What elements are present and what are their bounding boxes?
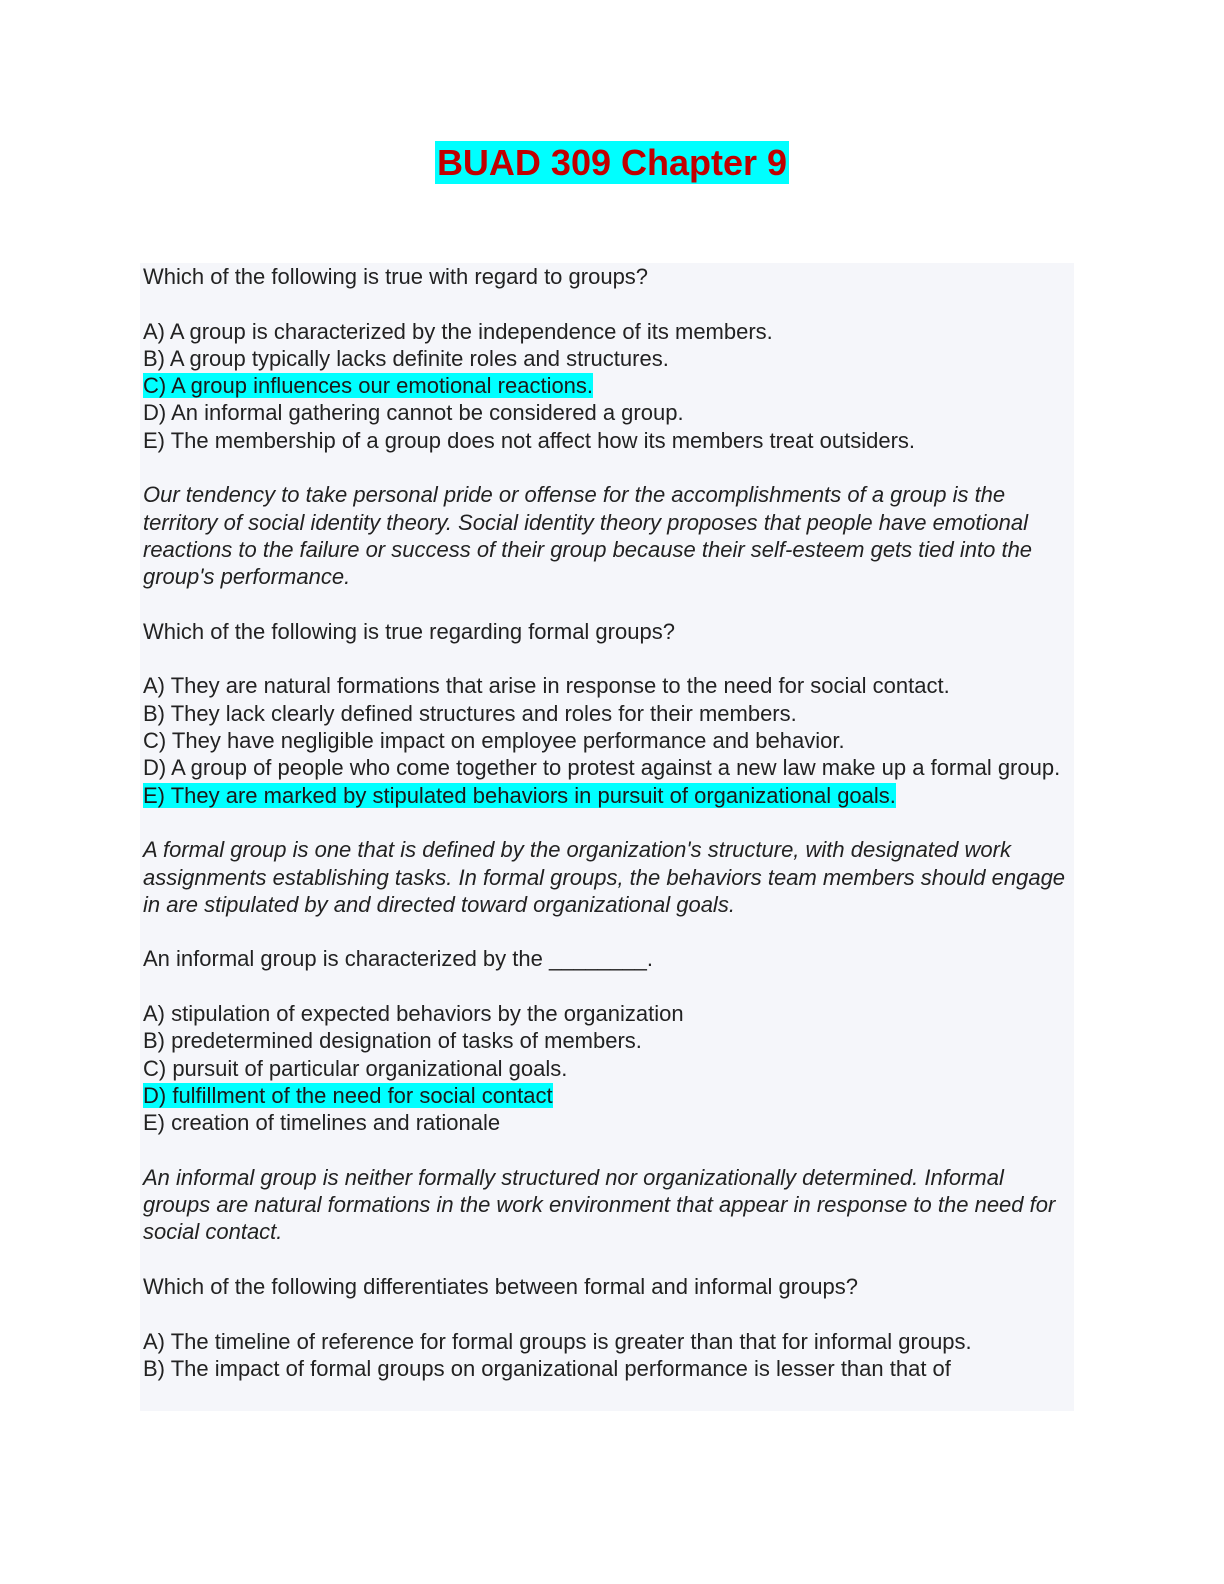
question-2-text: Which of the following is true regarding formal groups?: [143, 618, 675, 644]
question-1-option-a: A) A group is characterized by the independence of its members.: [143, 318, 773, 344]
question-1-option-b: B) A group typically lacks definite roles and structures.: [143, 345, 669, 371]
question-2-explanation: A formal group is one that is defined by the organization's structure, with designated work assignments establishing tasks. In formal groups, the behaviors team members should engage in are stipulated by and directed toward organizational goals.: [143, 837, 1066, 917]
question-1-text: Which of the following is true with regard to groups?: [143, 264, 649, 289]
document-body: [140, 263, 1074, 1411]
question-3-option-c: C) pursuit of particular organizational goals.: [143, 1055, 568, 1081]
question-4-text: Which of the following differentiates between formal and informal groups?: [143, 1273, 858, 1299]
question-1-option-e: E) The membership of a group does not affect how its members treat outsiders.: [143, 427, 916, 453]
question-1-option-c-highlighted: C) A group influences our emotional reactions.: [143, 373, 594, 399]
question-3-text: An informal group is characterized by the ________.: [143, 946, 653, 972]
question-3-option-d-highlighted: D) fulfillment of the need for social contact: [143, 1082, 553, 1108]
question-2-option-e-highlighted: E) They are marked by stipulated behaviors in pursuit of organizational goals.: [143, 782, 896, 808]
question-3-option-b: B) predetermined designation of tasks of members.: [143, 1028, 642, 1054]
question-2-option-c: C) They have negligible impact on employee performance and behavior.: [143, 728, 845, 754]
question-4-option-a: A) The timeline of reference for formal groups is greater than that for informal groups.: [143, 1328, 972, 1354]
question-2-option-b: B) They lack clearly defined structures and roles for their members.: [143, 700, 797, 726]
question-2-option-a: A) They are natural formations that arise in response to the need for social contact.: [143, 673, 950, 699]
question-1-option-d: D) An informal gathering cannot be considered a group.: [143, 400, 684, 426]
page-title: BUAD 309 Chapter 9: [436, 142, 788, 183]
question-3-explanation: An informal group is neither formally structured nor organizationally determined. Informal groups are natural formations in the work environment that appear in response to the need for social contact.: [143, 1164, 1056, 1245]
question-3-option-e: E) creation of timelines and rationale: [143, 1110, 501, 1136]
question-4-option-b: B) The impact of formal groups on organizational performance is lesser than that of: [143, 1355, 951, 1381]
title-container: [0, 141, 1224, 184]
question-1-explanation: Our tendency to take personal pride or offense for the accomplishments of a group is the territory of social identity theory. Social identity theory proposes that people have emotional reactions to the failure or success of their group because their self-esteem gets tied into the group's performance.: [143, 482, 1033, 590]
question-3-option-a: A) stipulation of expected behaviors by the organization: [143, 1001, 684, 1027]
question-2-option-d: D) A group of people who come together to protest against a new law make up a formal group.: [143, 755, 1061, 781]
